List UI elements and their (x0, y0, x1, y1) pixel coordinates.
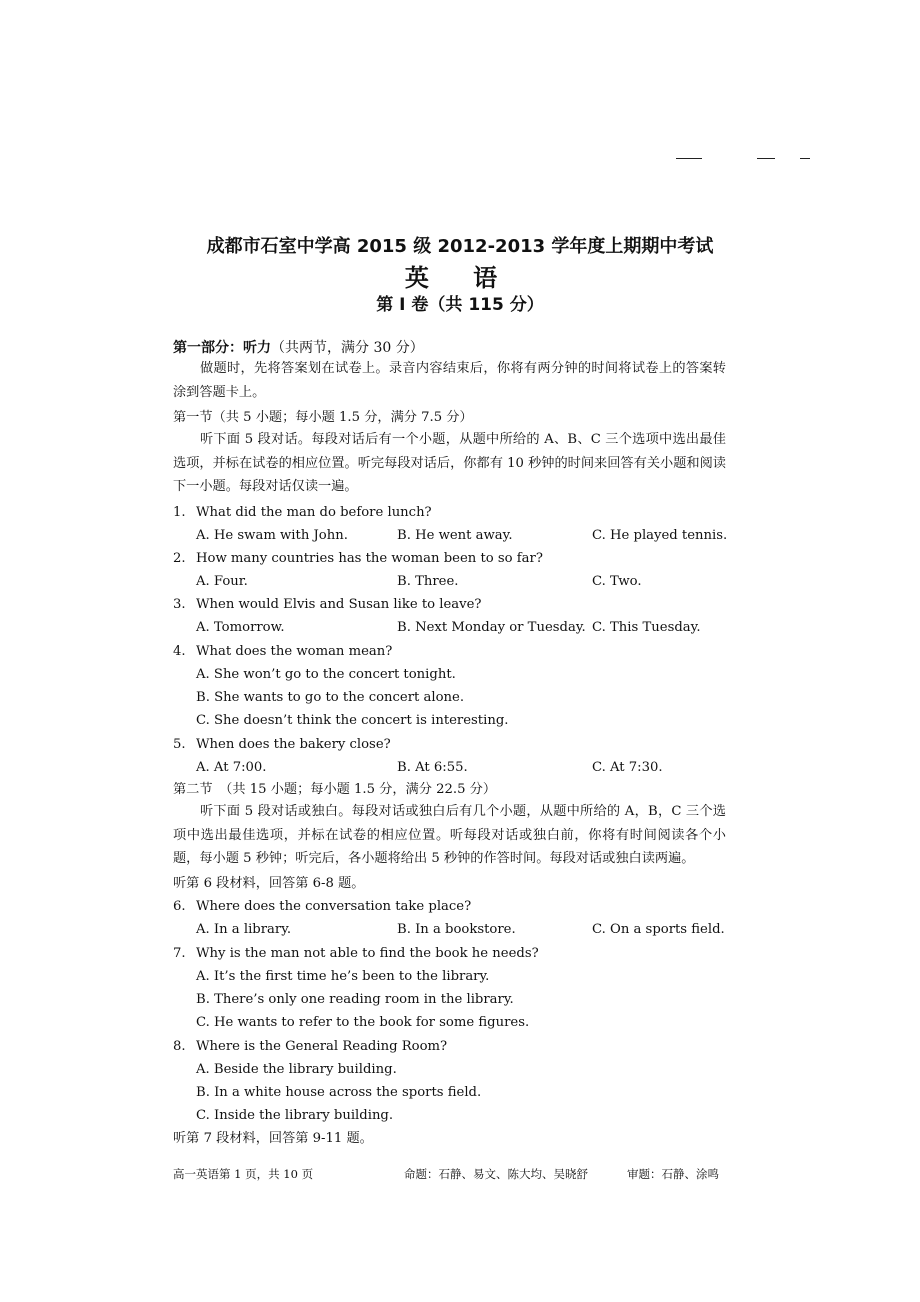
question-number: 7. (173, 946, 186, 961)
question-text: What does the woman mean? (196, 644, 393, 659)
option-a: A. She won’t go to the concert tonight. (196, 667, 456, 682)
part1-heading-rest: （共两节，满分 30 分） (271, 340, 424, 356)
question-number: 4. (173, 644, 186, 659)
question-text: When does the bakery close? (196, 737, 391, 752)
exam-title: 成都市石室中学高 2015 级 2012-2013 学年度上期期中考试 (206, 236, 714, 257)
footer-page: 高一英语第 1 页，共 10 页 (173, 1167, 314, 1181)
option-a: A. Tomorrow. (196, 620, 285, 635)
question-text: Where does the conversation take place? (196, 899, 472, 914)
option-b: B. At 6:55. (397, 760, 468, 775)
scan-artifact (676, 158, 702, 159)
option-a: A. He swam with John. (196, 528, 348, 543)
option-a: A. At 7:00. (196, 760, 267, 775)
question-text: When would Elvis and Susan like to leave? (196, 597, 482, 612)
footer-authors: 命题：石静、易文、陈大均、吴晓舒 (404, 1167, 588, 1181)
scan-artifact (800, 158, 810, 159)
option-c: C. On a sports field. (592, 922, 725, 937)
volume-title: 第 I 卷（共 115 分） (376, 295, 544, 315)
option-b: B. He went away. (397, 528, 513, 543)
section1-instruction: 听下面 5 段对话。每段对话后有一个小题，从题中所给的 A、B、C 三个选项中选出最佳选项，并标在试卷的相应位置。听完每段对话后，你都有 10 秒钟的时间来回答有关小题和阅读下一小题。每段对话仅读一遍。 (173, 432, 726, 494)
option-b: B. In a bookstore. (397, 922, 516, 937)
option-a: A. Beside the library building. (196, 1062, 397, 1077)
question-number: 1. (173, 505, 186, 520)
option-c: C. At 7:30. (592, 760, 663, 775)
question-number: 6. (173, 899, 186, 914)
question-text: What did the man do before lunch? (196, 505, 432, 520)
option-a: A. It’s the first time he’s been to the library. (196, 969, 490, 984)
question-text: Where is the General Reading Room? (196, 1039, 448, 1054)
option-b: B. In a white house across the sports field. (196, 1085, 482, 1100)
scan-artifact (757, 158, 775, 159)
subject-title: 英 语 (404, 264, 516, 292)
question-number: 8. (173, 1039, 186, 1054)
option-b: B. She wants to go to the concert alone. (196, 690, 465, 705)
section1-heading: 第一节（共 5 小题；每小题 1.5 分，满分 7.5 分） (173, 410, 473, 425)
section2-instruction: 听下面 5 段对话或独白。每段对话或独白后有几个小题，从题中所给的 A，B，C 三个选项中选出最佳选项，并标在试卷的相应位置。听每段对话或独白前，你将有时间阅读各个小题，每小题 5 秒钟；听完后，各小题将给出 5 秒钟的作答时间。每段对话或独白读两遍。 (173, 804, 726, 866)
material-6-note: 听第 6 段材料，回答第 6-8 题。 (173, 876, 365, 891)
option-b: B. Next Monday or Tuesday. (397, 620, 586, 635)
material-7-note: 听第 7 段材料，回答第 9-11 题。 (173, 1131, 373, 1146)
option-c: C. He played tennis. (592, 528, 728, 543)
option-c: C. Two. (592, 574, 642, 589)
question-text: How many countries has the woman been to so far? (196, 551, 543, 566)
option-c: C. This Tuesday. (592, 620, 701, 635)
option-a: A. Four. (196, 574, 248, 589)
question-number: 2. (173, 551, 186, 566)
option-c: C. She doesn’t think the concert is interesting. (196, 713, 509, 728)
part1-heading-bold: 第一部分：听力 (173, 340, 271, 356)
part1-heading (173, 340, 424, 356)
question-number: 3. (173, 597, 186, 612)
part1-instruction: 做题时，先将答案划在试卷上。录音内容结束后，你将有两分钟的时间将试卷上的答案转涂到答题卡上。 (173, 361, 726, 400)
option-b: B. There’s only one reading room in the library. (196, 992, 514, 1007)
footer-reviewers: 审题：石静、涂鸣 (627, 1167, 719, 1181)
question-text: Why is the man not able to find the book he needs? (196, 946, 539, 961)
option-b: B. Three. (397, 574, 459, 589)
option-c: C. He wants to refer to the book for some figures. (196, 1015, 530, 1030)
section2-heading: 第二节 （共 15 小题；每小题 1.5 分，满分 22.5 分） (173, 782, 497, 797)
option-a: A. In a library. (196, 922, 292, 937)
option-c: C. Inside the library building. (196, 1108, 394, 1123)
question-number: 5. (173, 737, 186, 752)
